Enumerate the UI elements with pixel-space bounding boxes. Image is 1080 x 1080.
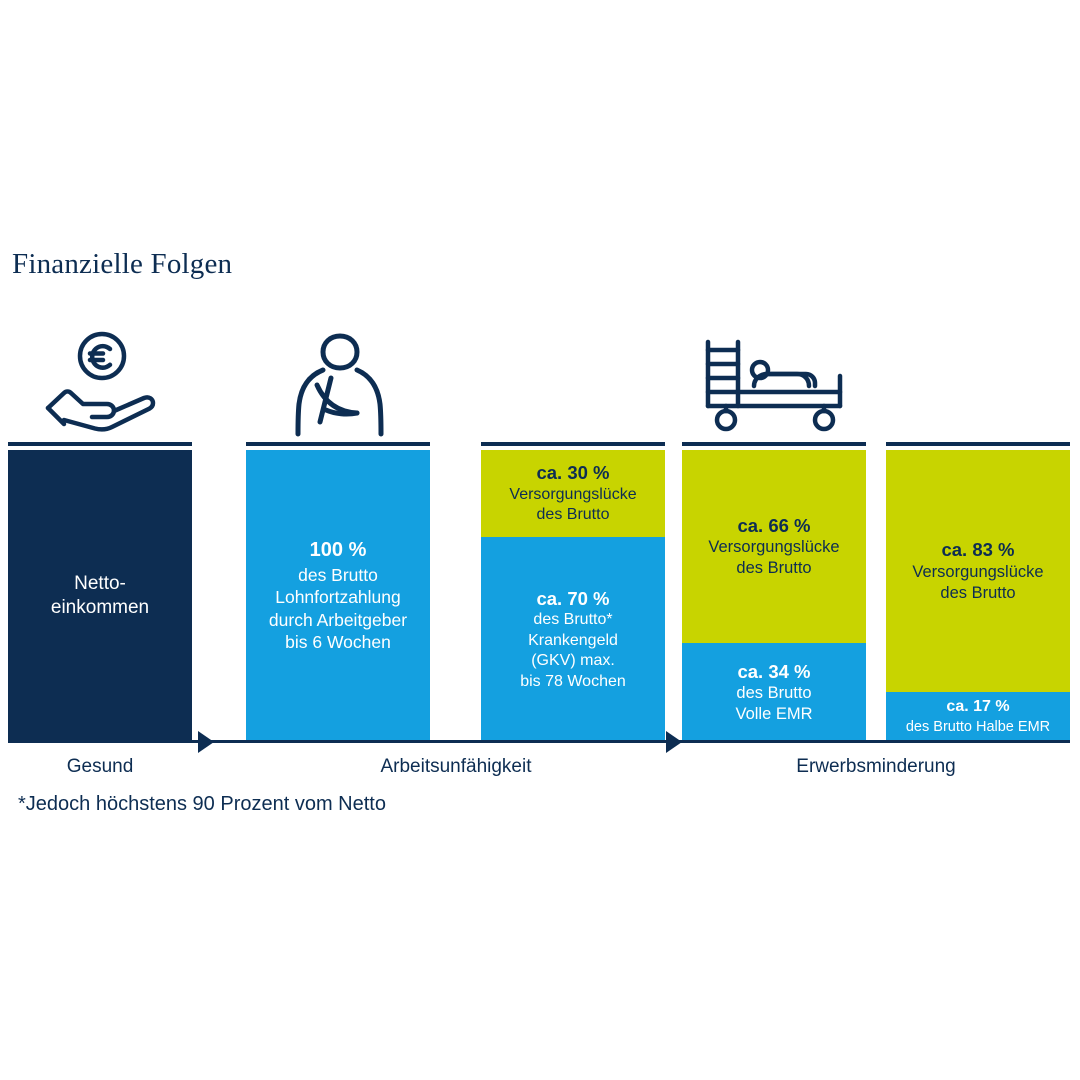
segment-percent: ca. 34 % <box>737 660 811 682</box>
segment-line: Versorgungslücke <box>708 538 840 557</box>
segment-percent: ca. 83 % <box>941 539 1015 561</box>
segment-line: (GKV) max. <box>531 652 615 670</box>
bar-lohnfortzahlung <box>246 450 430 742</box>
footnote: *Jedoch höchstens 90 Prozent vom Netto <box>18 793 386 815</box>
axis-line <box>8 740 1070 743</box>
hospital-bed-icon <box>694 330 854 440</box>
person-arm-sling-icon <box>290 330 390 440</box>
segment-line: des Brutto <box>736 684 812 703</box>
segment-line: des Brutto <box>940 583 1016 602</box>
segment-line: Volle EMR <box>735 705 813 724</box>
bar-segment-lohnfortzahlung <box>246 450 430 742</box>
segment-line: Versorgungslücke <box>912 562 1044 581</box>
segment-line: Krankengeld <box>528 631 618 649</box>
segment-line: des Brutto* <box>533 611 613 629</box>
axis-arrow-icon <box>666 731 682 753</box>
segment-line: des Brutto <box>736 559 812 578</box>
bar-segment-versorgungsluecke-66 <box>682 450 866 643</box>
segment-line: Netto- <box>74 572 126 594</box>
bar-krankengeld <box>481 450 665 742</box>
axis-label-gesund: Gesund <box>66 756 134 777</box>
bar-top-rule <box>246 442 430 446</box>
bar-top-rule <box>682 442 866 446</box>
segment-percent: ca. 30 % <box>536 462 610 484</box>
bar-top-rule <box>8 442 192 446</box>
axis-label-erwerbsminderung: Erwerbsminderung <box>796 756 956 777</box>
segment-line: bis 6 Wochen <box>285 632 391 653</box>
segment-line: des Brutto Halbe EMR <box>905 718 1051 735</box>
bar-segment-nettoeinkommen <box>8 450 192 742</box>
euro-in-hand-icon <box>42 330 162 440</box>
bar-volle-emr <box>682 450 866 742</box>
segment-line: Versorgungslücke <box>509 485 637 503</box>
segment-line: Lohnfortzahlung <box>275 587 401 608</box>
bar-top-rule <box>481 442 665 446</box>
segment-line: des Brutto <box>536 506 610 524</box>
segment-line: durch Arbeitgeber <box>268 609 408 630</box>
segment-line: einkommen <box>50 597 150 618</box>
segment-line: bis 78 Wochen <box>520 672 626 690</box>
segment-percent: 100 % <box>309 539 367 562</box>
segment-line: des Brutto <box>298 565 378 586</box>
segment-percent: ca. 70 % <box>536 587 610 609</box>
axis-arrow-icon <box>198 731 214 753</box>
bar-segment-versorgungsluecke-83 <box>886 450 1070 692</box>
segment-percent: ca. 17 % <box>946 698 1010 716</box>
bar-segment-versorgungsluecke-30 <box>481 450 665 537</box>
bar-segment-krankengeld-70 <box>481 537 665 742</box>
bar-segment-volle-emr-34 <box>682 643 866 742</box>
bar-gesund <box>8 450 192 742</box>
segment-percent: ca. 66 % <box>737 514 811 536</box>
bar-segment-halbe-emr-17 <box>886 692 1070 742</box>
page-title: Finanzielle Folgen <box>12 248 233 280</box>
bar-halbe-emr <box>886 450 1070 742</box>
axis-label-arbeitsunfaehigkeit: Arbeitsunfähigkeit <box>380 756 532 777</box>
bar-top-rule <box>886 442 1070 446</box>
